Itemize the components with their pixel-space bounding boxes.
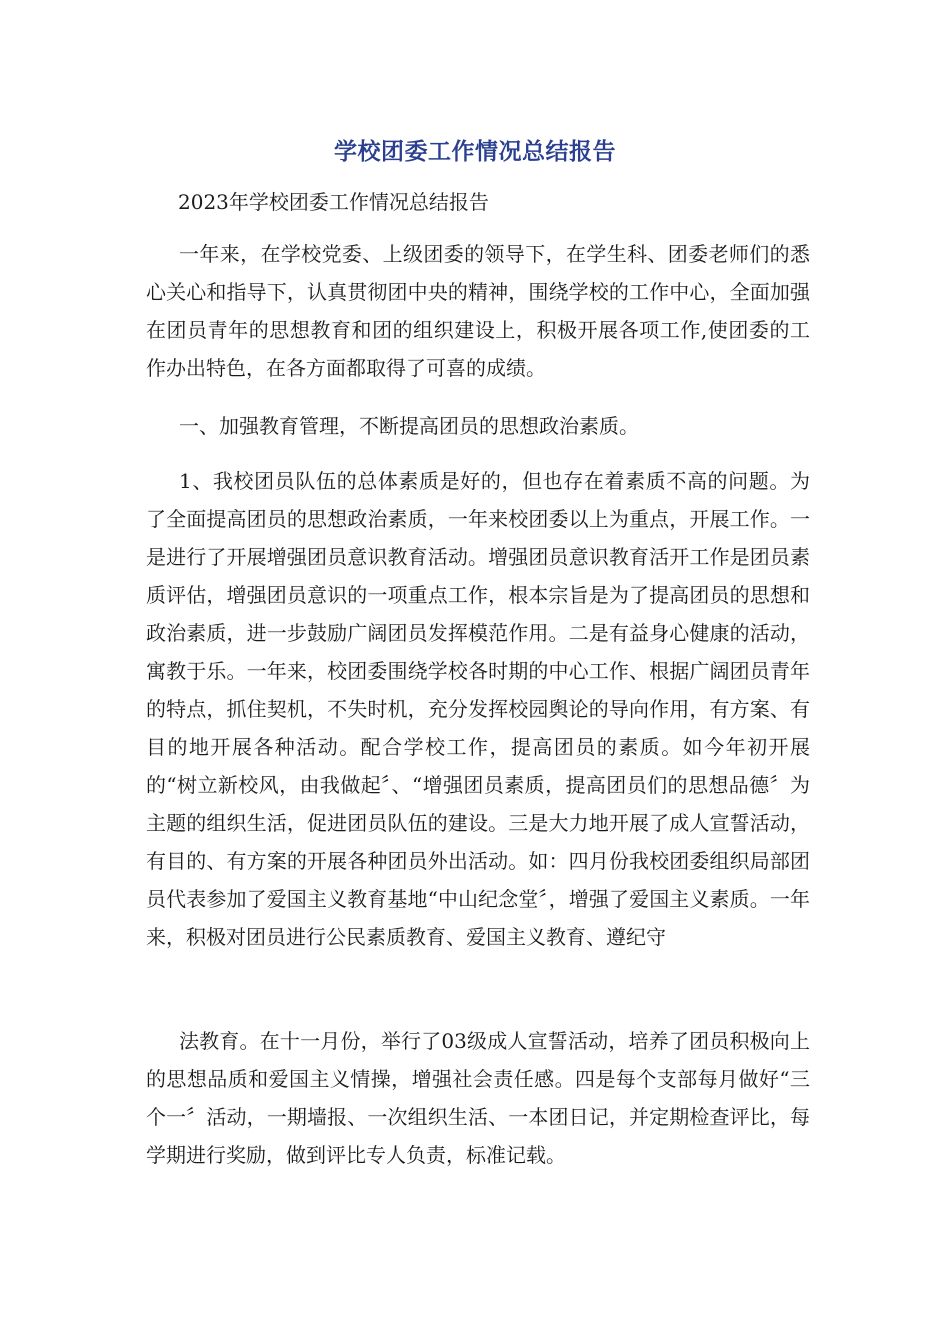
paragraph-continued: 法教育。在十一月份，举行了03级成人宣誓活动，培养了团员积极向上的思想品质和爱国主义情操，增强社会责任感。四是每个支部每月做好“三个一〞活动，一期墙报、一次组织生活、一本团日记，并定期检查评比，每学期进行奖励，做到评比专人负责，标准记载。: [146, 1029, 810, 1167]
paragraph-intro: 一年来，在学校党委、上级团委的领导下，在学生科、团委老师们的悉心关心和指导下，认真贯彻团中央的精神，围绕学校的工作中心，全面加强在团员青年的思想教育和团的组织建设上，积极开展各项工作,使团委的工作办出特色，在各方面都取得了可喜的成绩。: [146, 242, 810, 380]
document-subtitle: 2023年学校团委工作情况总结报告: [178, 190, 489, 214]
section-heading: 一、加强教育管理，不断提高团员的思想政治素质。: [179, 414, 639, 438]
paragraph-body: 1、我校团员队伍的总体素质是好的，但也存在着素质不高的问题。为了全面提高团员的思想政治素质，一年来校团委以上为重点，开展工作。一是进行了开展增强团员意识教育活动。增强团员意识教育活开工作是团员素质评估，增强团员意识的一项重点工作，根本宗旨是为了提高团员的思想和政治素质，进一步鼓励广阔团员发挥模范作用。二是有益身心健康的活动，寓教于乐。一年来，校团委围绕学校各时期的中心工作、根据广阔团员青年的特点，抓住契机，不失时机，充分发挥校园舆论的导向作用，有方案、有目的地开展各种活动。配合学校工作，提高团员的素质。如今年初开展的“树立新校风，由我做起〞、“增强团员素质，提高团员们的思想品德〞为主题的组织生活，促进团员队伍的建设。三是大力地开展了成人宣誓活动，有目的、有方案的开展各种团员外出活动。如：四月份我校团委组织局部团员代表参加了爱国主义教育基地“中山纪念堂〞，增强了爱国主义素质。一年来，积极对团员进行公民素质教育、爱国主义教育、遵纪守: [146, 469, 810, 949]
page-title: 学校团委工作情况总结报告: [334, 139, 616, 165]
